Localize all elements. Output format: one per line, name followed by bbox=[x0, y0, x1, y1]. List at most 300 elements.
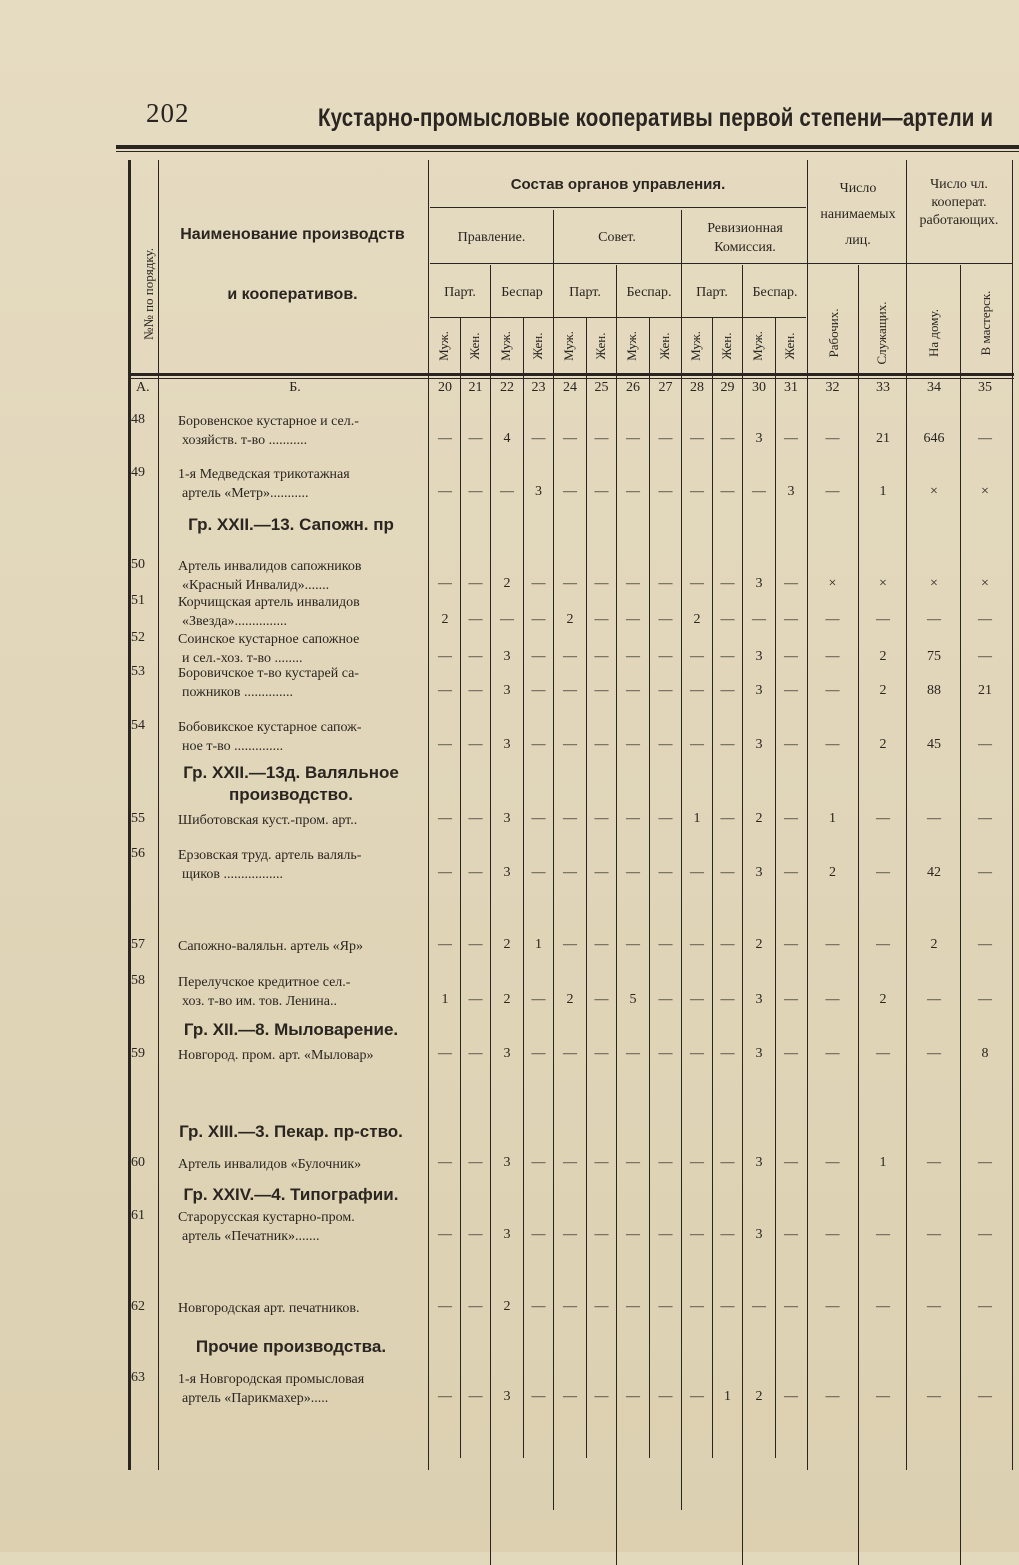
value-cell: — bbox=[531, 865, 546, 880]
header-council-nonparty: Беспар. bbox=[626, 285, 672, 300]
value-cell: — bbox=[978, 737, 992, 752]
value-cell: — bbox=[658, 1299, 673, 1314]
value-cell: 21 bbox=[978, 683, 992, 698]
value-cell: — bbox=[438, 431, 452, 446]
value-cell: — bbox=[784, 1227, 798, 1242]
value-cell: 5 bbox=[629, 992, 637, 1007]
value-cell: 3 bbox=[755, 1046, 763, 1061]
value-cell: — bbox=[978, 992, 992, 1007]
grid-vline bbox=[681, 210, 682, 1510]
cooperative-name bbox=[160, 1155, 425, 1174]
value-cell: — bbox=[825, 1046, 840, 1061]
value-cell: — bbox=[468, 1227, 483, 1242]
row-number: 52 bbox=[131, 630, 145, 645]
value-cell: 2 bbox=[503, 937, 511, 952]
value-cell: — bbox=[876, 1299, 890, 1314]
value-cell: — bbox=[752, 484, 766, 499]
value-cell: — bbox=[876, 1046, 890, 1061]
value-cell: — bbox=[438, 484, 452, 499]
value-cell: — bbox=[690, 737, 704, 752]
value-cell: — bbox=[978, 612, 992, 627]
column-number: 35 bbox=[978, 380, 992, 395]
value-cell: — bbox=[500, 612, 514, 627]
header-male: Муж. bbox=[624, 331, 639, 361]
value-cell: — bbox=[784, 1046, 798, 1061]
value-cell: — bbox=[563, 811, 577, 826]
value-cell: 2 bbox=[566, 612, 574, 627]
value-cell: — bbox=[563, 1389, 577, 1404]
value-cell: — bbox=[825, 1227, 840, 1242]
value-cell: — bbox=[438, 865, 452, 880]
value-cell: — bbox=[927, 1155, 941, 1170]
cooperative-name-line1: Шиботовская куст.-пром. арт.. bbox=[178, 813, 358, 828]
value-cell: — bbox=[784, 612, 798, 627]
value-cell: — bbox=[468, 431, 483, 446]
value-cell: — bbox=[563, 1299, 577, 1314]
value-cell: — bbox=[784, 683, 798, 698]
value-cell: — bbox=[658, 1046, 673, 1061]
value-cell: — bbox=[784, 992, 798, 1007]
cooperative-name bbox=[160, 718, 425, 756]
value-cell: — bbox=[438, 1299, 452, 1314]
column-number: 22 bbox=[500, 380, 514, 395]
cooperative-name-line2: артель «Парикмахер»..... bbox=[182, 1391, 329, 1406]
cooperative-name-line1: Боровичское т-во кустарей са- bbox=[178, 666, 359, 681]
value-cell: — bbox=[658, 1227, 673, 1242]
value-cell: — bbox=[594, 992, 609, 1007]
value-cell: — bbox=[784, 1155, 798, 1170]
value-cell: — bbox=[563, 484, 577, 499]
header-female: Жен. bbox=[592, 332, 608, 360]
value-cell: 3 bbox=[755, 431, 763, 446]
cooperative-name bbox=[160, 664, 425, 702]
value-cell: — bbox=[690, 431, 704, 446]
value-cell: — bbox=[978, 865, 992, 880]
column-number: 31 bbox=[784, 380, 798, 395]
value-cell: — bbox=[594, 1299, 609, 1314]
value-cell: — bbox=[626, 576, 640, 591]
header-hired: Число нанимаемых лиц. bbox=[820, 181, 896, 248]
value-cell: — bbox=[563, 865, 577, 880]
cooperative-name-line1: Соинское кустарное сапожное bbox=[178, 632, 360, 647]
grid-hline bbox=[430, 317, 806, 318]
value-cell: × bbox=[930, 576, 938, 591]
value-cell: — bbox=[720, 1227, 735, 1242]
value-cell: — bbox=[468, 865, 483, 880]
row-number: 49 bbox=[131, 465, 145, 480]
value-cell: — bbox=[626, 1389, 640, 1404]
cooperative-name-line1: Старорусская кустарно-пром. bbox=[178, 1210, 355, 1225]
value-cell: — bbox=[927, 1389, 941, 1404]
value-cell: — bbox=[720, 992, 735, 1007]
value-cell: — bbox=[825, 612, 840, 627]
cooperative-name bbox=[160, 412, 425, 450]
value-cell: — bbox=[825, 431, 840, 446]
value-cell: — bbox=[531, 1155, 546, 1170]
value-cell: 3 bbox=[503, 865, 511, 880]
value-cell: — bbox=[626, 649, 640, 664]
value-cell: — bbox=[825, 1389, 840, 1404]
header-female: Жен. bbox=[718, 332, 734, 360]
value-cell: 3 bbox=[755, 576, 763, 591]
cooperative-name-line2: артель «Метр»........... bbox=[182, 486, 309, 501]
value-cell: — bbox=[876, 612, 890, 627]
header-employees: Служащих. bbox=[874, 301, 889, 365]
cooperative-name-line1: Перелучское кредитное сел.- bbox=[178, 975, 351, 990]
value-cell: — bbox=[531, 576, 546, 591]
value-cell: — bbox=[563, 1046, 577, 1061]
value-cell: 2 bbox=[566, 992, 574, 1007]
header-audit-nonparty: Беспар. bbox=[752, 285, 798, 300]
header-audit: Ревизионная Комиссия. bbox=[707, 221, 783, 255]
column-number: 30 bbox=[752, 380, 766, 395]
value-cell: — bbox=[594, 431, 609, 446]
header-male: Муж. bbox=[561, 331, 576, 361]
cooperative-name bbox=[160, 1208, 425, 1246]
row-number: 48 bbox=[131, 412, 145, 427]
value-cell: — bbox=[784, 1389, 798, 1404]
value-cell: 1 bbox=[693, 811, 701, 826]
value-cell: — bbox=[658, 484, 673, 499]
value-cell: — bbox=[784, 1299, 798, 1314]
value-cell: — bbox=[438, 649, 452, 664]
value-cell: — bbox=[784, 431, 798, 446]
row-number: 61 bbox=[131, 1208, 145, 1223]
value-cell: — bbox=[720, 683, 735, 698]
cooperative-name-line1: Сапожно-валяльн. артель «Яр» bbox=[178, 939, 363, 954]
value-cell: — bbox=[784, 937, 798, 952]
value-cell: — bbox=[531, 431, 546, 446]
cooperative-name-line2: пожников .............. bbox=[182, 685, 294, 700]
value-cell: × bbox=[981, 576, 989, 591]
value-cell: — bbox=[784, 649, 798, 664]
grid-vline bbox=[742, 265, 743, 1565]
value-cell: — bbox=[468, 1046, 483, 1061]
value-cell: 2 bbox=[503, 992, 511, 1007]
value-cell: — bbox=[438, 1155, 452, 1170]
value-cell: 1 bbox=[724, 1389, 731, 1404]
value-cell: — bbox=[531, 811, 546, 826]
value-cell: 2 bbox=[441, 612, 449, 627]
value-cell: — bbox=[594, 683, 609, 698]
value-cell: — bbox=[720, 1046, 735, 1061]
value-cell: — bbox=[594, 865, 609, 880]
value-cell: 2 bbox=[755, 1389, 763, 1404]
value-cell: — bbox=[468, 612, 483, 627]
value-cell: — bbox=[531, 1299, 546, 1314]
value-cell: — bbox=[563, 576, 577, 591]
value-cell: — bbox=[825, 649, 840, 664]
value-cell: — bbox=[626, 1299, 640, 1314]
value-cell: — bbox=[594, 649, 609, 664]
value-cell: 2 bbox=[755, 937, 763, 952]
value-cell: — bbox=[825, 683, 840, 698]
value-cell: — bbox=[438, 937, 452, 952]
cooperative-name-line2: артель «Печатник»....... bbox=[182, 1229, 320, 1244]
value-cell: — bbox=[626, 737, 640, 752]
value-cell: — bbox=[658, 683, 673, 698]
value-cell: 3 bbox=[535, 484, 542, 499]
value-cell: — bbox=[626, 431, 640, 446]
value-cell: — bbox=[690, 1155, 704, 1170]
value-cell: — bbox=[438, 683, 452, 698]
value-cell: — bbox=[468, 683, 483, 698]
value-cell: 3 bbox=[503, 1389, 511, 1404]
page-number: 202 bbox=[146, 98, 190, 128]
value-cell: — bbox=[690, 992, 704, 1007]
value-cell: — bbox=[927, 612, 941, 627]
row-number: 58 bbox=[131, 973, 145, 988]
value-cell: — bbox=[658, 1155, 673, 1170]
value-cell: 2 bbox=[930, 937, 938, 952]
value-cell: — bbox=[531, 992, 546, 1007]
value-cell: — bbox=[825, 1155, 840, 1170]
value-cell: — bbox=[658, 737, 673, 752]
value-cell: — bbox=[531, 1046, 546, 1061]
cooperative-name bbox=[160, 465, 425, 503]
header-members: Число чл. кооперат. работающих. bbox=[919, 177, 999, 228]
cooperative-name-line2: ное т-во .............. bbox=[182, 739, 284, 754]
row-number: 51 bbox=[131, 593, 145, 608]
value-cell: — bbox=[531, 612, 546, 627]
grid-vline bbox=[960, 265, 961, 1565]
value-cell: — bbox=[927, 811, 941, 826]
header-female: Жен. bbox=[529, 332, 545, 360]
group-heading: Гр. XXIV.—4. Типографии. bbox=[183, 1185, 399, 1204]
value-cell: 3 bbox=[755, 649, 763, 664]
value-cell: — bbox=[438, 811, 452, 826]
cooperative-name-line2: щиков ................. bbox=[182, 867, 283, 882]
value-cell: 2 bbox=[503, 1299, 511, 1314]
value-cell: 2 bbox=[829, 865, 836, 880]
value-cell: — bbox=[563, 431, 577, 446]
value-cell: 42 bbox=[927, 865, 941, 880]
value-cell: 21 bbox=[876, 431, 890, 446]
value-cell: — bbox=[563, 1155, 577, 1170]
header-name-line1: Наименование производств bbox=[180, 226, 405, 243]
value-cell: — bbox=[978, 1227, 992, 1242]
group-heading: Гр. XII.—8. Мыловарение. bbox=[183, 1020, 399, 1039]
value-cell: — bbox=[720, 1155, 735, 1170]
value-cell: — bbox=[531, 1389, 546, 1404]
row-number: 55 bbox=[131, 811, 145, 826]
grid-vline bbox=[1012, 160, 1013, 1470]
cooperative-name bbox=[160, 1046, 425, 1065]
value-cell: — bbox=[978, 1299, 992, 1314]
value-cell: — bbox=[658, 576, 673, 591]
value-cell: 1 bbox=[829, 811, 836, 826]
cooperative-name bbox=[160, 630, 425, 668]
value-cell: × bbox=[828, 576, 837, 591]
value-cell: — bbox=[468, 737, 483, 752]
grid-vline bbox=[428, 160, 429, 1470]
value-cell: — bbox=[438, 1046, 452, 1061]
value-cell: — bbox=[978, 1389, 992, 1404]
label-b: Б. bbox=[289, 380, 301, 395]
value-cell: — bbox=[531, 1227, 546, 1242]
value-cell: 2 bbox=[879, 737, 887, 752]
value-cell: — bbox=[690, 649, 704, 664]
cooperative-name-line1: Боровенское кустарное и сел.- bbox=[178, 414, 359, 429]
column-number: 21 bbox=[468, 380, 483, 395]
value-cell: — bbox=[626, 937, 640, 952]
value-cell: — bbox=[784, 865, 798, 880]
value-cell: — bbox=[927, 1046, 941, 1061]
value-cell: 2 bbox=[879, 649, 887, 664]
value-cell: — bbox=[500, 484, 514, 499]
value-cell: 3 bbox=[755, 865, 763, 880]
header-at-home: На дому. bbox=[926, 309, 941, 357]
header-female: Жен. bbox=[466, 332, 482, 360]
column-number: 23 bbox=[531, 380, 546, 395]
header-male: Муж. bbox=[688, 331, 703, 361]
value-cell: — bbox=[438, 1227, 452, 1242]
cooperative-name bbox=[160, 593, 425, 631]
value-cell: — bbox=[563, 649, 577, 664]
value-cell: — bbox=[720, 576, 735, 591]
header-row-number: №№ по порядку. bbox=[141, 248, 156, 340]
grid-vline bbox=[616, 265, 617, 1565]
value-cell: — bbox=[825, 937, 840, 952]
value-cell: 1 bbox=[879, 484, 887, 499]
value-cell: — bbox=[978, 937, 992, 952]
value-cell: — bbox=[720, 1299, 735, 1314]
column-number: 20 bbox=[438, 380, 452, 395]
header-council: Совет. bbox=[598, 230, 636, 245]
cooperative-name bbox=[160, 973, 425, 1011]
cooperative-name-line1: Бобовикское кустарное сапож- bbox=[178, 720, 362, 735]
header-male: Муж. bbox=[750, 331, 765, 361]
cooperative-name-line1: 1-я Новгородская промысловая bbox=[178, 1372, 365, 1387]
cooperative-name-line1: Артель инвалидов «Булочник» bbox=[178, 1157, 362, 1172]
value-cell: — bbox=[720, 649, 735, 664]
row-number: 56 bbox=[131, 846, 145, 861]
header-rule bbox=[116, 145, 1019, 149]
value-cell: — bbox=[825, 992, 840, 1007]
row-number: 60 bbox=[131, 1155, 145, 1170]
value-cell: — bbox=[690, 683, 704, 698]
column-number: 33 bbox=[876, 380, 890, 395]
cooperative-name bbox=[160, 937, 425, 956]
value-cell: — bbox=[563, 937, 577, 952]
value-cell: 3 bbox=[755, 1155, 763, 1170]
value-cell: — bbox=[784, 811, 798, 826]
value-cell: — bbox=[468, 992, 483, 1007]
value-cell: — bbox=[690, 937, 704, 952]
value-cell: — bbox=[626, 683, 640, 698]
value-cell: — bbox=[468, 1389, 483, 1404]
value-cell: — bbox=[720, 431, 735, 446]
value-cell: — bbox=[752, 1299, 766, 1314]
cooperative-name-line2: и сел.-хоз. т-во ........ bbox=[182, 651, 303, 666]
value-cell: — bbox=[825, 1299, 840, 1314]
value-cell: — bbox=[658, 649, 673, 664]
value-cell: — bbox=[531, 737, 546, 752]
value-cell: — bbox=[876, 865, 890, 880]
value-cell: 3 bbox=[503, 737, 511, 752]
cooperative-name-line2: «Красный Инвалид»....... bbox=[182, 578, 330, 593]
grid-hline bbox=[128, 378, 1014, 379]
value-cell: — bbox=[658, 612, 673, 627]
column-number: 29 bbox=[720, 380, 735, 395]
value-cell: 8 bbox=[981, 1046, 989, 1061]
cooperative-name-line1: Ерзовская труд. артель валяль- bbox=[178, 848, 362, 863]
group-heading: Гр. XIII.—3. Пекар. пр-ство. bbox=[179, 1122, 403, 1141]
value-cell: — bbox=[978, 431, 992, 446]
value-cell: — bbox=[752, 612, 766, 627]
value-cell: 45 bbox=[927, 737, 941, 752]
value-cell: — bbox=[927, 992, 941, 1007]
value-cell: — bbox=[690, 576, 704, 591]
value-cell: — bbox=[720, 811, 735, 826]
header-female: Жен. bbox=[782, 332, 797, 360]
grid-vline bbox=[553, 210, 554, 1510]
cooperative-name-line2: «Звезда»............... bbox=[182, 614, 288, 629]
row-number: 63 bbox=[131, 1370, 145, 1385]
value-cell: — bbox=[626, 612, 640, 627]
value-cell: 3 bbox=[503, 1227, 511, 1242]
value-cell: — bbox=[468, 576, 483, 591]
value-cell: — bbox=[563, 737, 577, 752]
row-number: 59 bbox=[131, 1046, 145, 1061]
value-cell: — bbox=[626, 865, 640, 880]
group-heading: Гр. XXII.—13д. Валяльное производство. bbox=[183, 763, 399, 804]
value-cell: — bbox=[720, 612, 735, 627]
value-cell: 2 bbox=[755, 811, 763, 826]
value-cell: — bbox=[876, 1227, 890, 1242]
header-female: Жен. bbox=[656, 332, 672, 360]
value-cell: — bbox=[626, 1227, 640, 1242]
row-number: 62 bbox=[131, 1299, 145, 1314]
value-cell: — bbox=[594, 937, 609, 952]
value-cell: — bbox=[563, 1227, 577, 1242]
cooperative-name bbox=[160, 811, 425, 830]
row-number: 53 bbox=[131, 664, 145, 679]
header-rule-thin bbox=[116, 151, 1019, 152]
value-cell: — bbox=[468, 1299, 483, 1314]
value-cell: 2 bbox=[879, 683, 887, 698]
value-cell: — bbox=[594, 737, 609, 752]
value-cell: — bbox=[658, 992, 673, 1007]
cooperative-name-line2: хоз. т-во им. тов. Ленина.. bbox=[182, 994, 337, 1009]
value-cell: — bbox=[690, 484, 704, 499]
value-cell: — bbox=[594, 1227, 609, 1242]
value-cell: — bbox=[876, 937, 890, 952]
value-cell: — bbox=[531, 683, 546, 698]
row-number: 54 bbox=[131, 718, 145, 733]
value-cell: 88 bbox=[927, 683, 941, 698]
value-cell: — bbox=[876, 1389, 890, 1404]
value-cell: 3 bbox=[755, 992, 763, 1007]
value-cell: 3 bbox=[755, 1227, 763, 1242]
value-cell: — bbox=[784, 737, 798, 752]
row-number: 50 bbox=[131, 557, 145, 572]
column-number: 28 bbox=[690, 380, 704, 395]
value-cell: — bbox=[690, 1389, 704, 1404]
value-cell: — bbox=[438, 1389, 452, 1404]
value-cell: — bbox=[594, 1389, 609, 1404]
header-male: Муж. bbox=[498, 331, 513, 361]
value-cell: — bbox=[720, 865, 735, 880]
value-cell: — bbox=[594, 1046, 609, 1061]
value-cell: 1 bbox=[441, 992, 449, 1007]
value-cell: 3 bbox=[755, 737, 763, 752]
value-cell: — bbox=[690, 1227, 704, 1242]
value-cell: 2 bbox=[503, 576, 511, 591]
value-cell: — bbox=[876, 811, 890, 826]
value-cell: — bbox=[658, 811, 673, 826]
value-cell: 2 bbox=[693, 612, 701, 627]
